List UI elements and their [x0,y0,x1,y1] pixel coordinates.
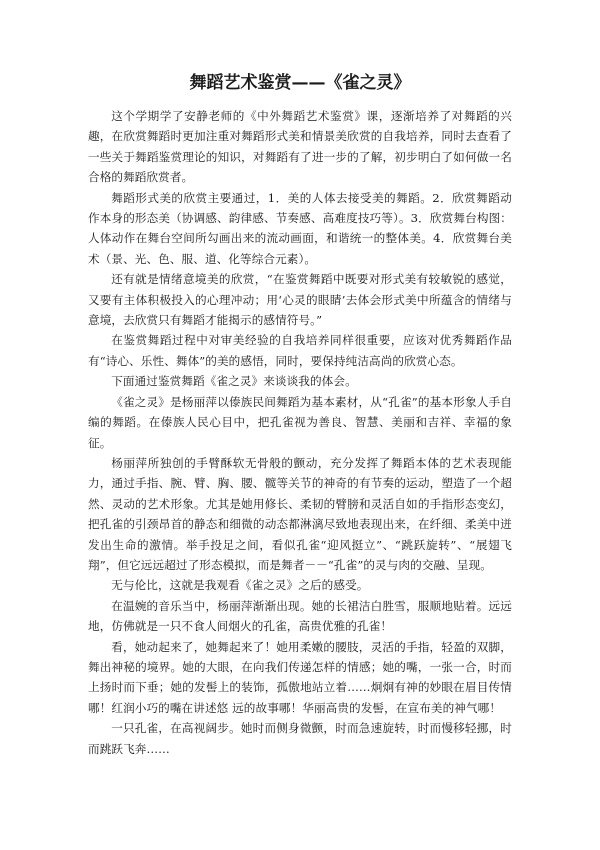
paragraph-transition: 下面通过鉴赏舞蹈《雀之灵》来谈谈我的体会。 [111,374,357,389]
paragraph-work-intro: 《雀之灵》是杨丽萍以傣族民间舞蹈为基本素材，从“孔雀”的基本形象人手自编的舞蹈。在傣族人民心目中，把孔雀视为善良、智慧、美丽和吉祥、幸福的象征。 [88,394,512,450]
paragraph-intro: 这个学期学了安静老师的《中外舞蹈艺术鉴赏》课，逐渐培养了对舞蹈的兴趣，在欣赏舞蹈时更加注重对舞蹈形式美和情景美欣赏的自我培养，同时去查看了一些关于舞蹈鉴赏理论的知识，对舞蹈有了进一步的了解，初步明白了如何做一名合格的舞蹈欣赏者。 [88,109,512,185]
paragraph-mood-beauty: 还有就是情绪意境美的欣赏，“在鉴赏舞蹈中既要对形式美有较敏锐的感觉，又要有主体积极投入的心理冲动；用‘心灵的眼睛’去体会形式美中所蕴含的情绪与意境，去欣赏只有舞蹈才能揭示的感情符号。” [88,272,512,328]
paragraph-form-beauty: 舞蹈形式美的欣赏主要通过，1．美的人体去接受美的舞蹈。2．欣赏舞蹈动作本身的形态美（协调感、韵律感、节奏感、高难度技巧等）。3．欣赏舞台构图：人体动作在舞台空间所勾画出来的流动画面，和谐统一的整体美。4．欣赏舞台美术（景、光、色、服、道、化等综合元素）。 [88,190,512,266]
paragraph-dance-motion: 看，她动起来了，她舞起来了！她用柔嫩的腰肢，灵活的手指，轻盈的双脚，舞出神秘的境界。她的大眼，在向我们传递怎样的情感；她的嘴，一张一合，时而上扬时而下垂；她的发髻上的装饰，孤傲地站立着……炯炯有神的妙眼在眉目传情哪！红润小巧的嘴在讲述悠 远的故事哪！华丽高贵的发髻，在宣布美的神气哪！ [88,639,512,715]
paragraph-peacock: 一只孔雀，在高视阔步。她时而侧身微颤，时而急速旋转，时而慢移轻挪，时而跳跃飞奔…… [88,721,512,756]
document-title: 舞蹈艺术鉴赏——《雀之灵》 [189,73,411,93]
paragraph-aesthetic-experience: 在鉴赏舞蹈过程中对审美经验的自我培养同样很重要，应该对优秀舞蹈作品有“诗心、乐性、舞体”的美的感悟，同时，要保持纯洁高尚的欣赏心态。 [88,333,512,368]
paragraph-impression: 无与伦比，这就是我观看《雀之灵》之后的感受。 [111,578,369,593]
paragraph-appearance: 在温婉的音乐当中，杨丽萍渐渐出现。她的长裙洁白胜雪，服顺地贴着。远远地，仿佛就是一只不食人间烟火的孔雀，高贵优雅的孔雀！ [88,598,512,634]
paragraph-technique: 杨丽萍所独创的手臂酥软无骨般的颤动，充分发挥了舞蹈本体的艺术表现能力，通过手指、腕、臂、胸、腰、髋等关节的神奇的有节奏的运动，塑造了一个超然、灵动的艺术形象。尤其是她用修长、柔韧的臂膀和灵活自如的手指形态变幻，把孔雀的引颈昂首的静态和细微的动态都淋漓尽致地表现出来，在纤细、柔美中迸发出生命的激情。举手投足之间，看似孔雀“迎风挺立”、“跳跃旋转”、“展翅飞翔”，但它远远超过了形态模拟，而是舞者－－“孔雀”的灵与肉的交融、呈现。 [88,455,512,572]
